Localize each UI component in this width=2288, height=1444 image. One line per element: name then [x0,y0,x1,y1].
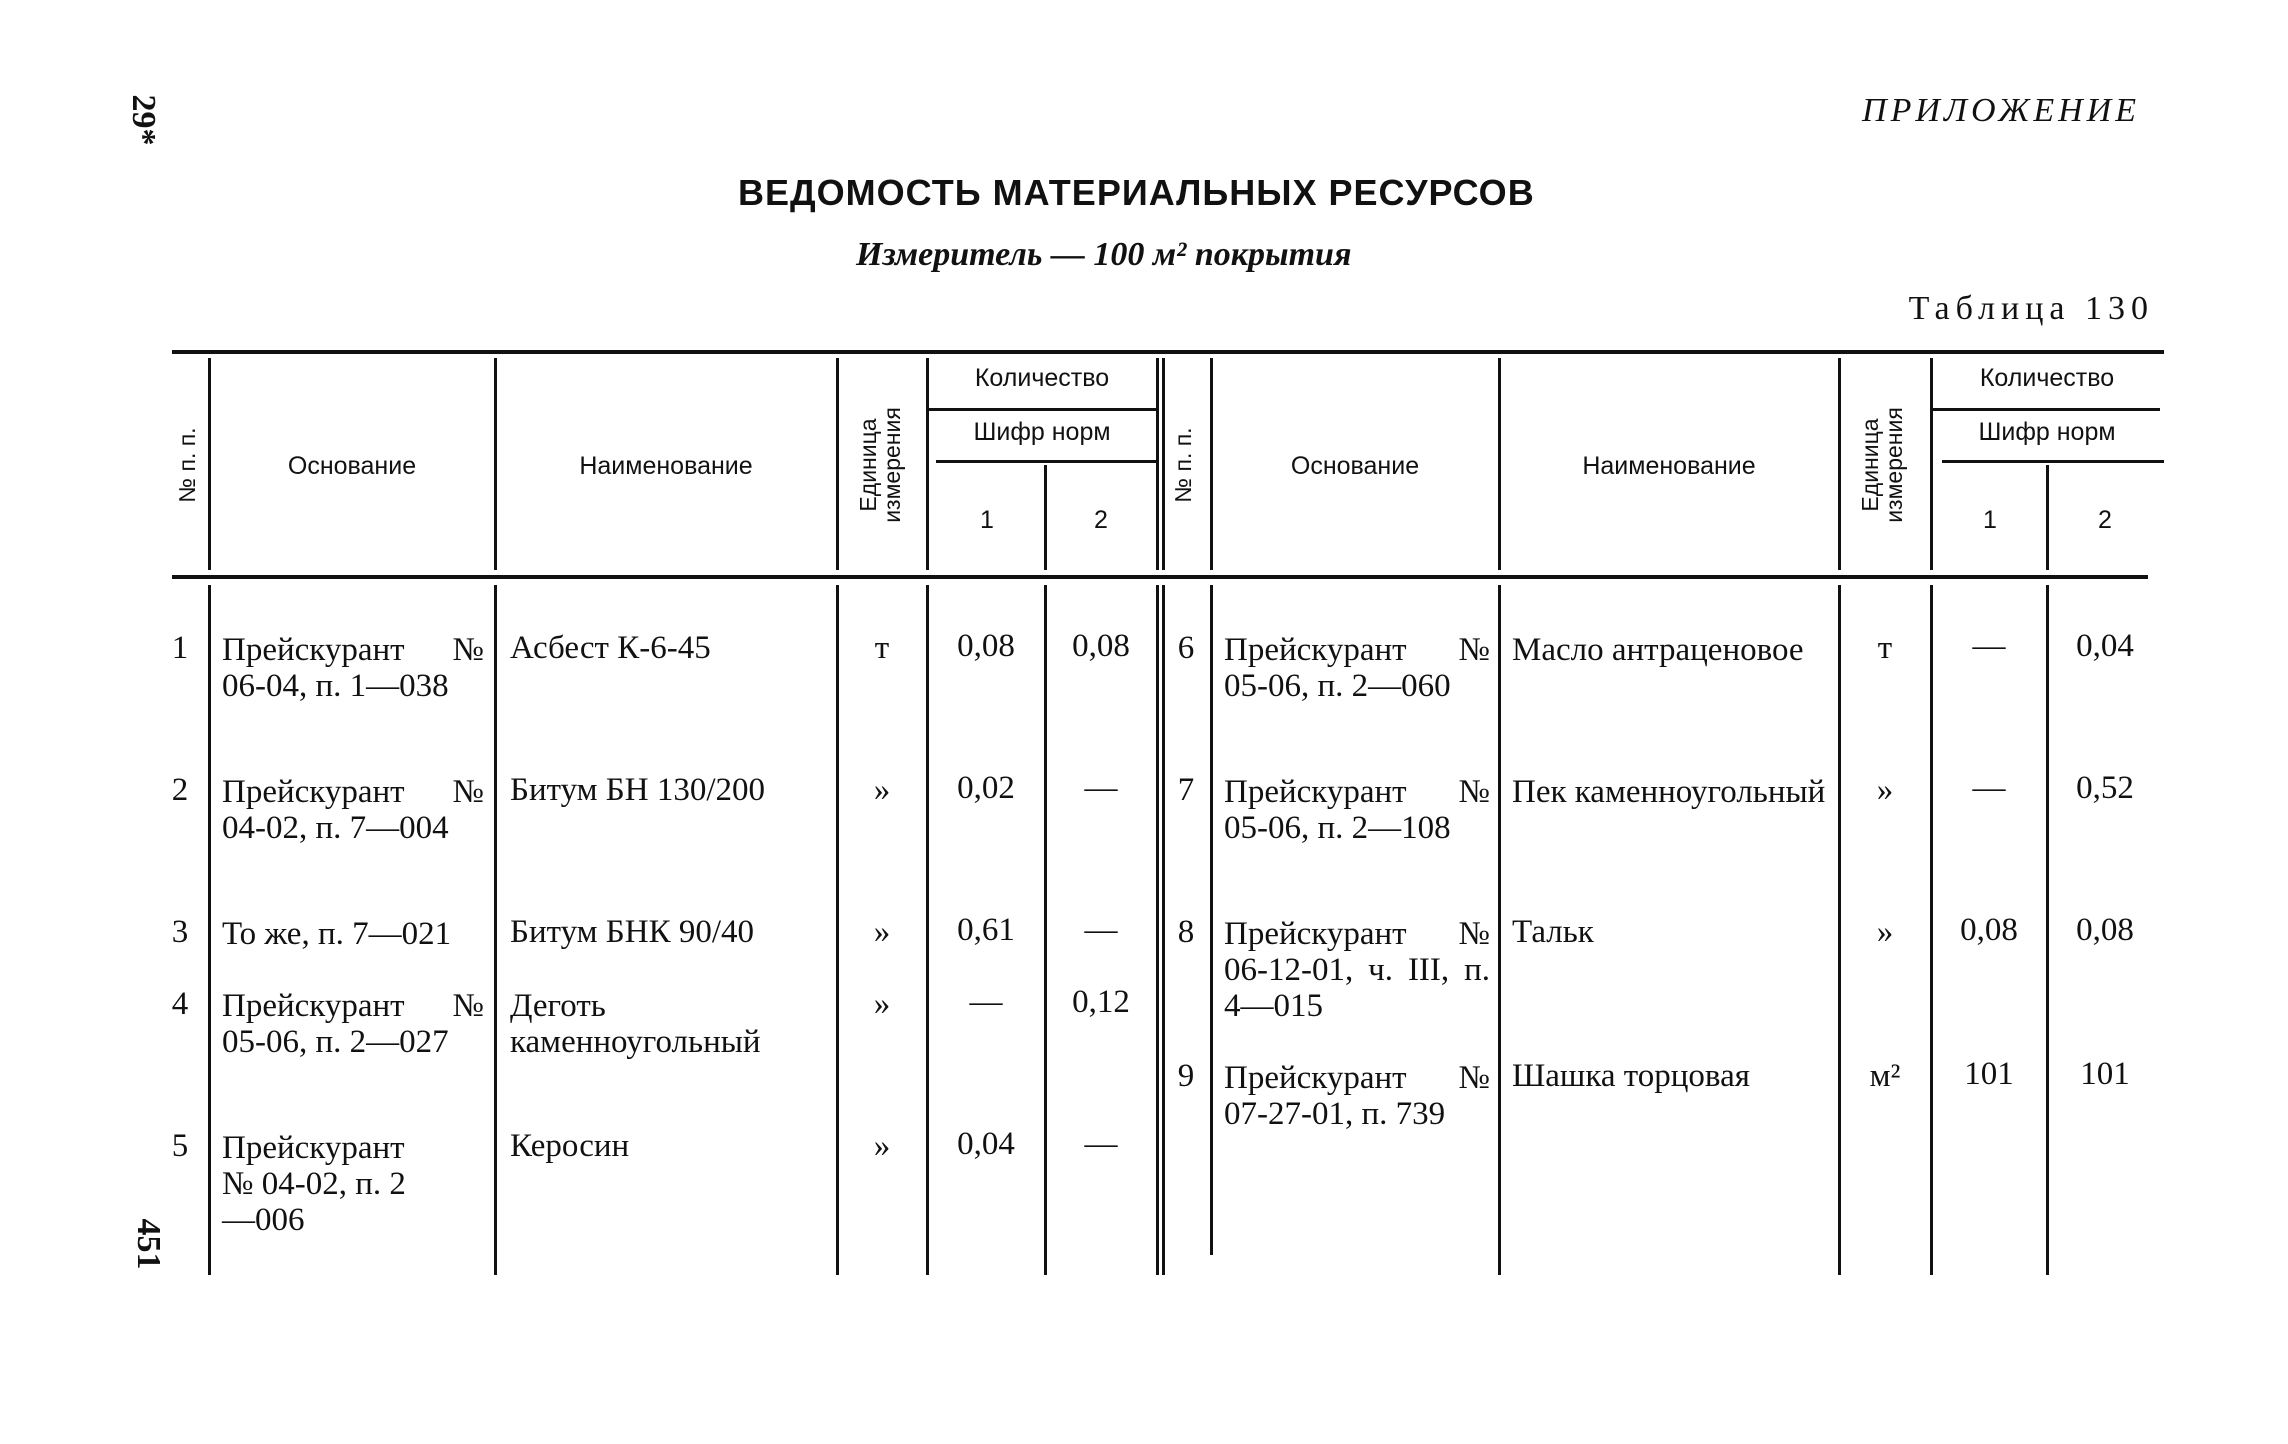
col-header-quantity: Количество [974,364,1110,392]
col-rule [1162,585,1165,1275]
col-rule [1156,358,1159,570]
col-rule [926,585,929,1275]
row-basis: Прейскурант № 07-27-01, п. 739 [1224,1060,1490,1132]
row-unit: т [874,630,890,666]
row-number: 2 [171,772,189,808]
right-quantity-rule [1932,408,2160,411]
col-header-c2: 2 [2098,506,2112,534]
row-name: Керосин [510,1128,630,1164]
row-basis: Прейскурант № 06-12-01, ч. III, п. 4—015 [1224,916,1490,1024]
col-rule [494,585,497,1275]
row-unit: » [1876,914,1894,950]
row-basis: То же, п. 7—021 [222,916,452,952]
row-number: 7 [1177,772,1195,808]
col-rule [1838,358,1841,570]
appendix-label: ПРИЛОЖЕНИЕ [1862,92,2140,129]
table-header-rule [172,575,2148,579]
row-number: 5 [171,1128,189,1164]
col-header-code: Шифр норм [1978,418,2116,446]
col-rule [1210,358,1213,570]
col-rule [2046,465,2049,570]
col-header-c2: 2 [1094,506,1108,534]
row-number: 4 [171,986,189,1022]
row-number: 8 [1177,914,1195,950]
col-rule [208,585,211,1275]
row-unit: » [1876,772,1894,808]
col-header-unit: Единица измерения [855,407,905,523]
row-basis: Прейскурант № 05-06, п. 2—027 [222,988,484,1060]
row-name: Деготь каменноугольный [510,988,761,1060]
document-title: ВЕДОМОСТЬ МАТЕРИАЛЬНЫХ РЕСУРСОВ [738,172,1535,213]
col-rule [1156,585,1159,1275]
table-top-rule [172,350,2164,354]
left-code-rule [936,460,1156,463]
col-rule [1162,358,1165,570]
row-number: 9 [1177,1058,1195,1094]
row-basis: Прейскурант № 04-02, п. 7—004 [222,774,484,846]
row-unit: м² [1869,1058,1901,1094]
row-name: Асбест К-6-45 [510,630,711,666]
row-name: Тальк [1512,914,1594,950]
row-value-1: 101 [1964,1056,2014,1092]
row-value-1: — [969,984,1003,1020]
row-value-1: — [1972,628,2006,664]
col-rule [926,358,929,570]
col-rule [836,358,839,570]
page-number-bottom: 451 [130,1218,167,1270]
col-rule [1838,585,1841,1275]
row-name: Шашка торцовая [1512,1058,1750,1094]
col-header-c1: 1 [980,506,994,534]
left-quantity-rule [928,408,1156,411]
row-number: 3 [171,914,189,950]
row-unit: » [873,986,891,1022]
row-value-1: 0,61 [957,912,1015,948]
row-name: Битум БН 130/200 [510,772,765,808]
col-rule [1210,585,1213,1255]
col-rule [836,585,839,1275]
row-name: Битум БНК 90/40 [510,914,755,950]
col-rule [1930,585,1933,1275]
right-code-rule [1942,460,2164,463]
row-number: 1 [171,630,189,666]
row-value-2: 0,04 [2076,628,2134,664]
row-unit: т [1877,630,1893,666]
row-value-2: — [1084,912,1118,948]
col-rule [1930,358,1933,570]
row-value-2: — [1084,770,1118,806]
table-number: Таблица 130 [1908,290,2154,327]
col-rule [208,358,211,570]
row-basis: Прейскурант № 05-06, п. 2—060 [1224,632,1490,704]
row-name: Масло антраценовое [1512,632,1804,668]
row-value-2: 0,08 [1072,628,1130,664]
row-value-2: 0,12 [1072,984,1130,1020]
row-number: 6 [1177,630,1195,666]
row-value-2: 101 [2080,1056,2130,1092]
col-header-no: № п. п. [1170,427,1196,503]
col-header-basis: Основание [1290,452,1420,480]
row-basis: Прейскурант № 05-06, п. 2—108 [1224,774,1490,846]
col-rule [1044,465,1047,570]
col-rule [2046,585,2049,1275]
col-header-c1: 1 [1983,506,1997,534]
col-header-quantity: Количество [1979,364,2115,392]
row-value-2: 0,08 [2076,912,2134,948]
col-header-name: Наименование [1582,452,1756,480]
document-subtitle: Измеритель — 100 м² покрытия [856,236,1352,273]
col-rule [494,358,497,570]
row-name: Пек каменноугольный [1512,774,1826,810]
row-value-1: 0,08 [957,628,1015,664]
row-value-1: 0,02 [957,770,1015,806]
col-header-name: Наименование [579,452,753,480]
row-unit: » [873,914,891,950]
row-basis: Прейскурант № 04-02, п. 2—006 [222,1130,406,1238]
row-value-2: — [1084,1126,1118,1162]
col-header-basis: Основание [287,452,417,480]
col-rule [1498,585,1501,1275]
row-unit: » [873,772,891,808]
col-header-no: № п. п. [174,427,200,503]
row-basis: Прейскурант № 06-04, п. 1—038 [222,632,484,704]
col-rule [1044,585,1047,1275]
col-rule [1498,358,1501,570]
row-unit: » [873,1128,891,1164]
row-value-2: 0,52 [2076,770,2134,806]
page-number-top: 29* [125,94,162,146]
col-header-code: Шифр норм [973,418,1111,446]
col-header-unit: Единица измерения [1857,407,1907,523]
row-value-1: 0,08 [1960,912,2018,948]
row-value-1: 0,04 [957,1126,1015,1162]
row-value-1: — [1972,770,2006,806]
